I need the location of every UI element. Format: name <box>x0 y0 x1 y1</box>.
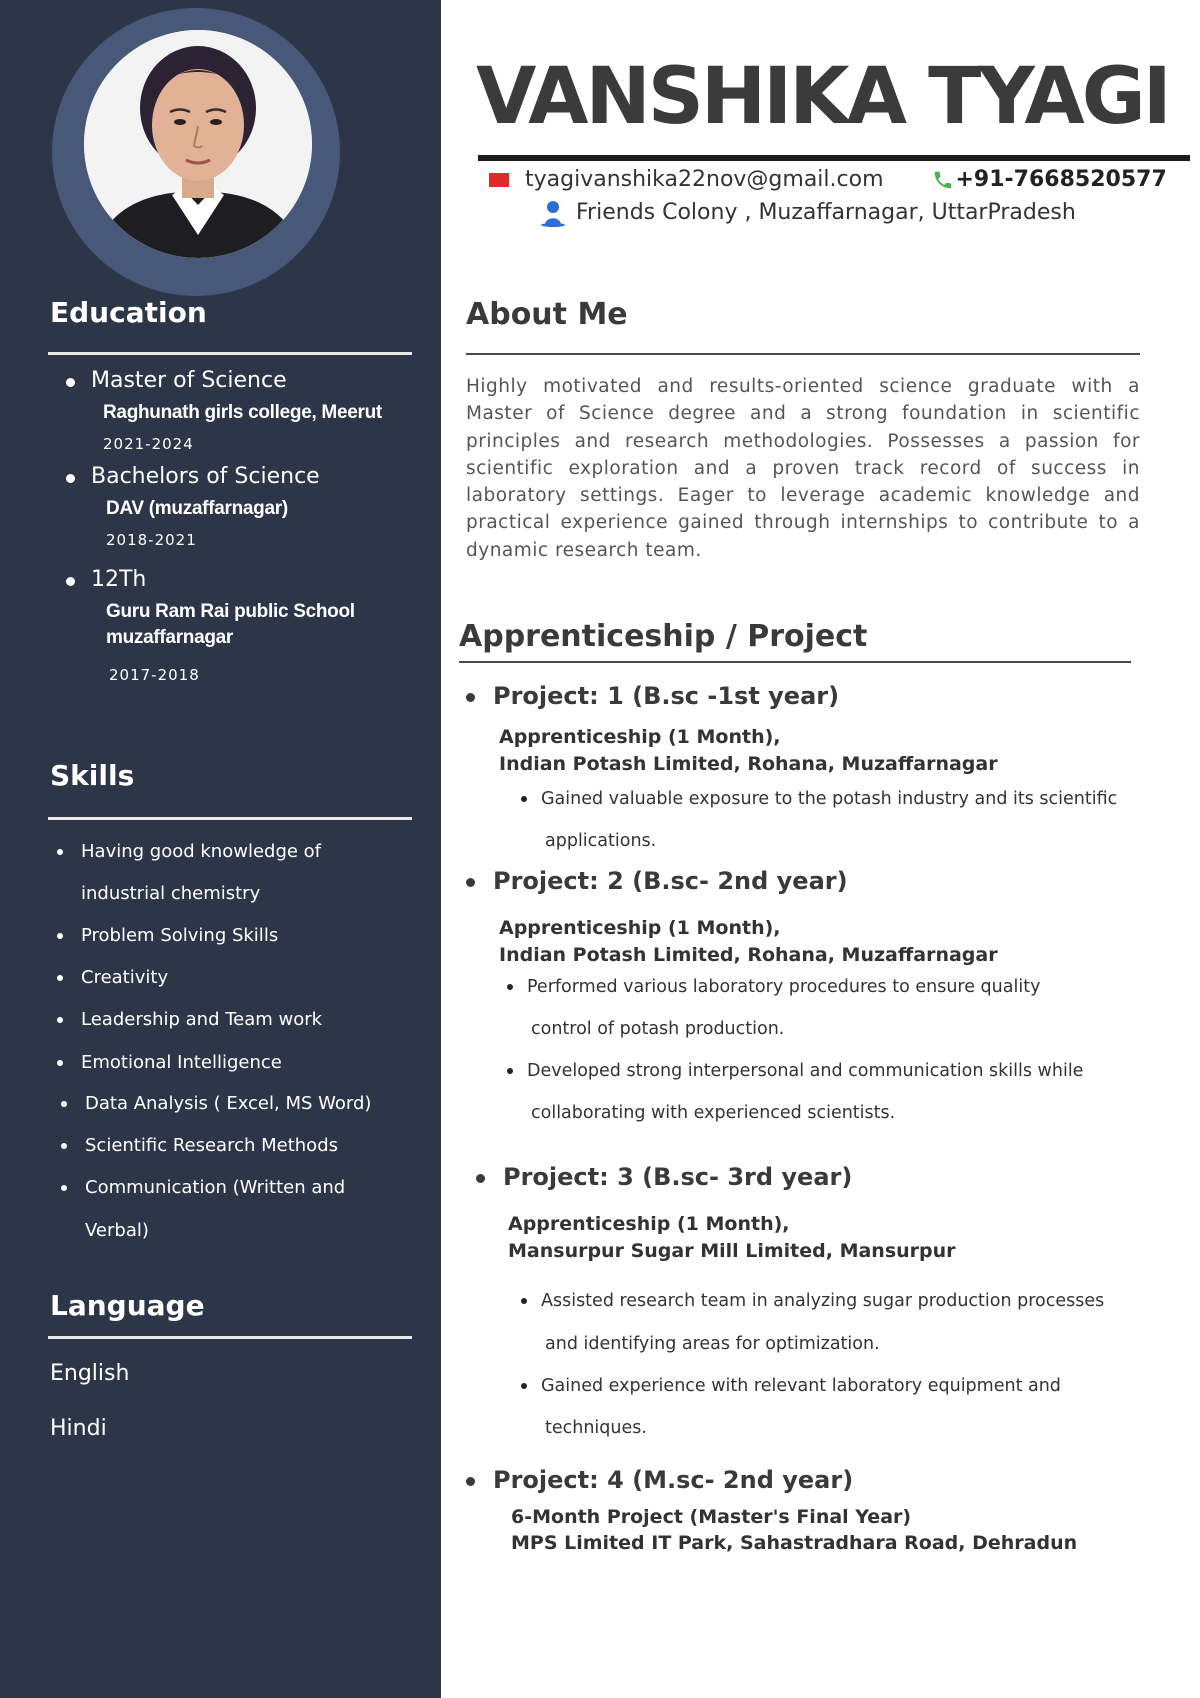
bullet <box>66 378 75 387</box>
skill-item <box>57 1009 322 1030</box>
project-point-text: Performed various laboratory procedures to ensure quality <box>527 977 1041 997</box>
bullet <box>466 1477 475 1486</box>
bullet <box>476 1174 485 1183</box>
education-school: DAV (muzaffarnagar) <box>106 498 288 519</box>
skill-label: Data Analysis ( Excel, MS Word) <box>85 1093 372 1114</box>
bullet <box>61 1185 67 1191</box>
profile-photo <box>84 30 312 258</box>
address-text: Friends Colony , Muzaffarnagar, UttarPradesh <box>576 200 1076 225</box>
project-company: MPS Limited IT Park, Sahastradhara Road, Dehradun <box>511 1532 1078 1554</box>
project-point-text: Gained experience with relevant laboratory equipment and <box>541 1376 1061 1396</box>
education-school: muzaffarnagar <box>106 627 234 648</box>
skill-label: Problem Solving Skills <box>81 925 279 946</box>
language-item: English <box>50 1361 130 1386</box>
bullet <box>521 1298 527 1304</box>
education-item <box>66 368 287 393</box>
projects-divider <box>459 661 1131 663</box>
project-point-continued: and identifying areas for optimization. <box>545 1334 880 1354</box>
bullet <box>57 849 63 855</box>
about-heading: About Me <box>466 297 628 332</box>
projects-heading: Apprenticeship / Project <box>459 619 868 654</box>
bullet <box>66 474 75 483</box>
bullet <box>61 1101 67 1107</box>
project-title <box>466 867 848 895</box>
language-item: Hindi <box>50 1416 107 1441</box>
project-point <box>521 1280 1104 1322</box>
project-point-text: Developed strong interpersonal and communication skills while <box>527 1061 1084 1081</box>
project-company: Mansurpur Sugar Mill Limited, Mansurpur <box>508 1240 956 1262</box>
project-point-continued: control of potash production. <box>531 1019 785 1039</box>
project-point-continued: techniques. <box>545 1418 647 1438</box>
profile-photo-image <box>84 30 312 258</box>
candidate-name: VANSHIKA TYAGI <box>476 52 1169 142</box>
skill-label: Emotional Intelligence <box>81 1052 282 1073</box>
project-point <box>521 778 1117 820</box>
bullet <box>57 975 63 981</box>
language-heading: Language <box>50 1289 205 1322</box>
bullet <box>466 878 475 887</box>
education-item <box>66 567 146 592</box>
project-point <box>507 966 1040 1008</box>
education-years: 2017-2018 <box>109 666 200 684</box>
phone-text[interactable]: +91-7668520577 <box>955 167 1167 192</box>
bullet <box>61 1143 67 1149</box>
education-heading: Education <box>50 296 207 329</box>
project-role: Apprenticeship (1 Month), <box>499 917 781 939</box>
project-point-continued: applications. <box>545 831 657 851</box>
contact-row <box>489 167 1167 192</box>
project-title <box>476 1163 852 1191</box>
education-item <box>66 464 320 489</box>
project-point-continued: collaborating with experienced scientists. <box>531 1103 896 1123</box>
name-divider <box>478 155 1190 161</box>
education-degree: Master of Science <box>91 368 287 393</box>
education-degree: Bachelors of Science <box>91 464 320 489</box>
about-text: Highly motivated and results-oriented science graduate with a Master of Science degree and a strong foundation in scientific principles and research methodologies. Possesses a passion for scientific exploration and a proven track record of success in laboratory settings. Eager to leverage academic knowledge and practical experience gained through internships to contribute to a dynamic research team. <box>466 376 1140 561</box>
sidebar <box>0 0 441 1698</box>
project-point <box>507 1050 1083 1092</box>
skills-heading: Skills <box>50 759 135 792</box>
education-years: 2021-2024 <box>103 435 194 453</box>
location-pin-icon <box>540 199 566 227</box>
skill-label: Creativity <box>81 967 169 988</box>
phone-icon <box>932 169 954 191</box>
bullet <box>57 933 63 939</box>
project-point-text: Assisted research team in analyzing sugar production processes <box>541 1291 1105 1311</box>
project-title-text: Project: 4 (M.sc- 2nd year) <box>493 1466 854 1494</box>
skill-item <box>57 841 321 862</box>
language-divider <box>48 1336 412 1339</box>
project-point <box>521 1365 1061 1407</box>
skill-label: Leadership and Team work <box>81 1009 323 1030</box>
bullet <box>507 984 513 990</box>
project-title-text: Project: 3 (B.sc- 3rd year) <box>503 1163 853 1191</box>
bullet <box>57 1060 63 1066</box>
skill-label: Having good knowledge of <box>81 841 322 862</box>
project-company: Indian Potash Limited, Rohana, Muzaffarnagar <box>499 944 998 966</box>
bullet <box>466 693 475 702</box>
education-degree: 12Th <box>91 567 147 592</box>
bullet <box>521 796 527 802</box>
bullet <box>507 1068 513 1074</box>
skill-label: Communication (Written and <box>85 1177 346 1198</box>
skill-item <box>57 967 168 988</box>
bullet <box>66 577 75 586</box>
project-title-text: Project: 2 (B.sc- 2nd year) <box>493 867 848 895</box>
education-years: 2018-2021 <box>106 531 197 549</box>
project-title <box>466 1466 853 1494</box>
project-point-text: Gained valuable exposure to the potash industry and its scientific <box>541 789 1118 809</box>
skill-item <box>61 1093 371 1114</box>
project-title <box>466 682 839 710</box>
skills-divider <box>48 817 412 820</box>
bullet <box>57 1017 63 1023</box>
bullet <box>521 1383 527 1389</box>
email-text[interactable]: tyagivanshika22nov@gmail.com <box>525 167 884 192</box>
project-role: 6-Month Project (Master's Final Year) <box>511 1506 912 1528</box>
email-icon <box>489 173 509 187</box>
education-school: Raghunath girls college, Meerut <box>103 402 382 423</box>
skill-item <box>61 1135 338 1156</box>
skill-item <box>57 925 278 946</box>
skill-item <box>57 1052 282 1073</box>
education-divider <box>48 352 412 355</box>
project-role: Apprenticeship (1 Month), <box>499 726 781 748</box>
skill-label-continued: industrial chemistry <box>81 883 261 904</box>
education-school: Guru Ram Rai public School <box>106 601 355 622</box>
skill-label-continued: Verbal) <box>85 1220 149 1241</box>
skill-item <box>61 1177 345 1198</box>
project-company: Indian Potash Limited, Rohana, Muzaffarnagar <box>499 753 998 775</box>
address-row <box>540 199 1076 227</box>
project-title-text: Project: 1 (B.sc -1st year) <box>493 682 840 710</box>
project-role: Apprenticeship (1 Month), <box>508 1213 790 1235</box>
skill-label: Scientific Research Methods <box>85 1135 338 1156</box>
about-divider <box>466 353 1140 355</box>
